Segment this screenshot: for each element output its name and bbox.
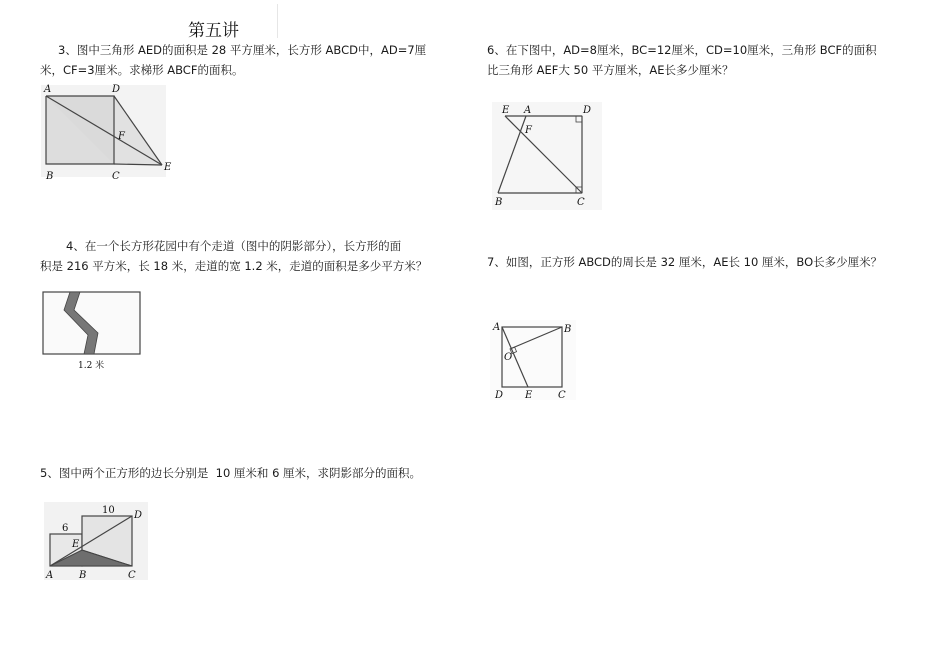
point-e-label: E bbox=[525, 390, 533, 401]
point-a-label: A bbox=[46, 570, 54, 581]
point-e-label: E bbox=[72, 539, 80, 550]
page-title: 第五讲 bbox=[188, 21, 239, 41]
point-a-label: A bbox=[524, 105, 532, 116]
point-a-label: A bbox=[44, 84, 52, 95]
point-o-label: O bbox=[504, 352, 513, 363]
problem-5-line-1: 5、图中两个正方形的边长分别是 10 厘米和 6 厘米，求阴影部分的面积。 bbox=[40, 466, 422, 480]
point-c-label: C bbox=[128, 570, 136, 581]
side-10-label: 10 bbox=[102, 505, 115, 516]
point-e-label: E bbox=[164, 162, 172, 173]
problem-3-figure bbox=[38, 82, 173, 182]
point-c-label: C bbox=[558, 390, 566, 401]
point-b-label: B bbox=[495, 197, 503, 208]
problem-7-figure bbox=[488, 318, 578, 404]
problem-4-figure bbox=[40, 288, 144, 374]
side-6-label: 6 bbox=[62, 523, 69, 534]
point-b-label: B bbox=[46, 171, 54, 182]
margin-divider bbox=[277, 4, 278, 38]
problem-3-line-1: 3、图中三角形 AED的面积是 28 平方厘米，长方形 ABCD中，AD=7厘 bbox=[58, 43, 427, 57]
problem-6-line-2: 比三角形 AEF大 50 平方厘米，AE长多少厘米？ bbox=[487, 63, 734, 77]
problem-5-figure bbox=[42, 500, 152, 582]
point-d-label: D bbox=[134, 510, 143, 521]
problem-6-figure bbox=[490, 100, 605, 212]
problem-4-line-2: 积是 216 平方米，长 18 米，走道的宽 1.2 米，走道的面积是多少平方米？ bbox=[40, 259, 428, 273]
problem-4-line-1: 4、在一个长方形花园中有个走道（图中的阴影部分），长方形的面 bbox=[66, 239, 402, 253]
point-a-label: A bbox=[493, 322, 501, 333]
point-d-label: D bbox=[112, 84, 121, 95]
point-d-label: D bbox=[583, 105, 592, 116]
point-d-label: D bbox=[495, 390, 504, 401]
problem-7-line-1: 7、如图，正方形 ABCD的周长是 32 厘米，AE长 10 厘米，BO长多少厘米？ bbox=[487, 255, 883, 269]
point-f-label: F bbox=[118, 131, 125, 142]
point-e-label: E bbox=[502, 105, 510, 116]
width-caption: 1.2 米 bbox=[78, 361, 105, 371]
point-f-label: F bbox=[525, 125, 532, 136]
point-c-label: C bbox=[112, 171, 120, 182]
problem-3-line-2: 米，CF=3厘米。求梯形 ABCF的面积。 bbox=[40, 63, 244, 77]
point-b-label: B bbox=[79, 570, 87, 581]
point-b-label: B bbox=[564, 324, 572, 335]
point-c-label: C bbox=[577, 197, 585, 208]
problem-6-line-1: 6、在下图中，AD=8厘米，BC=12厘米，CD=10厘米，三角形 BCF的面积 bbox=[487, 43, 877, 57]
